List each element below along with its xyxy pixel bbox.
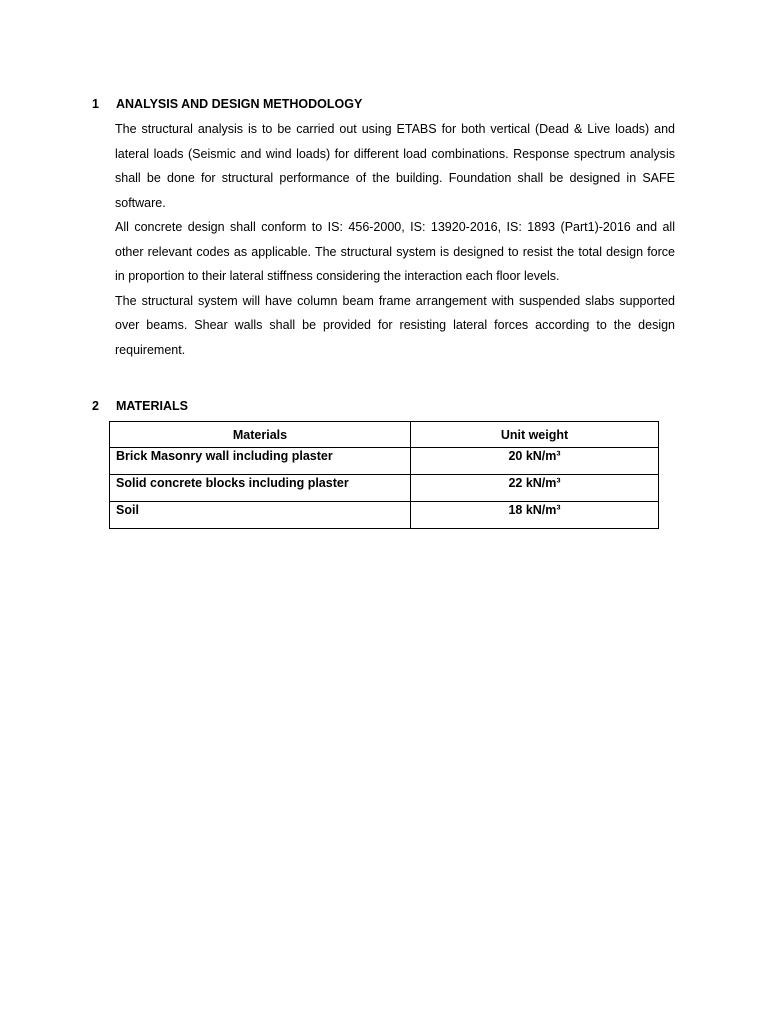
table-row (110, 448, 659, 475)
materials-table (109, 421, 659, 529)
section-number: 1 (92, 97, 99, 111)
section-heading-materials (92, 398, 188, 414)
unit-weight-cell: 22 kN/m³ (411, 475, 659, 502)
table-header-row (110, 422, 659, 448)
table-row (110, 475, 659, 502)
column-header-materials: Materials (110, 422, 411, 448)
section-title: ANALYSIS AND DESIGN METHODOLOGY (116, 97, 363, 111)
unit-weight-cell: 18 kN/m³ (411, 502, 659, 529)
section-title: MATERIALS (116, 399, 188, 413)
material-name-cell: Brick Masonry wall including plaster (110, 448, 411, 475)
paragraph: The structural analysis is to be carried out using ETABS for both vertical (Dead & Live loads) and lateral loads (Seismic and wind loads) for different load combinations. Response spectrum analysis shall be done for structural performance of the building. Foundation shall be designed in SAFE software. (115, 122, 675, 210)
material-name-cell: Solid concrete blocks including plaster (110, 475, 411, 502)
paragraph: The structural system will have column beam frame arrangement with suspended slabs supported over beams. Shear walls shall be provided for resisting lateral forces according to the design requirement. (115, 293, 675, 357)
section-heading-analysis (92, 96, 362, 112)
paragraph: All concrete design shall conform to IS: 456-2000, IS: 13920-2016, IS: 1893 (Part1)-2016 and all other relevant codes as applicable. The structural system is designed to resist the total design force in proportion to their lateral stiffness considering the interaction each floor levels. (115, 220, 675, 283)
unit-weight-cell: 20 kN/m³ (411, 448, 659, 475)
column-header-unit-weight: Unit weight (411, 422, 659, 448)
section-body-analysis (115, 117, 675, 362)
material-name-cell: Soil (110, 502, 411, 529)
table-row (110, 502, 659, 529)
section-number: 2 (92, 399, 99, 413)
